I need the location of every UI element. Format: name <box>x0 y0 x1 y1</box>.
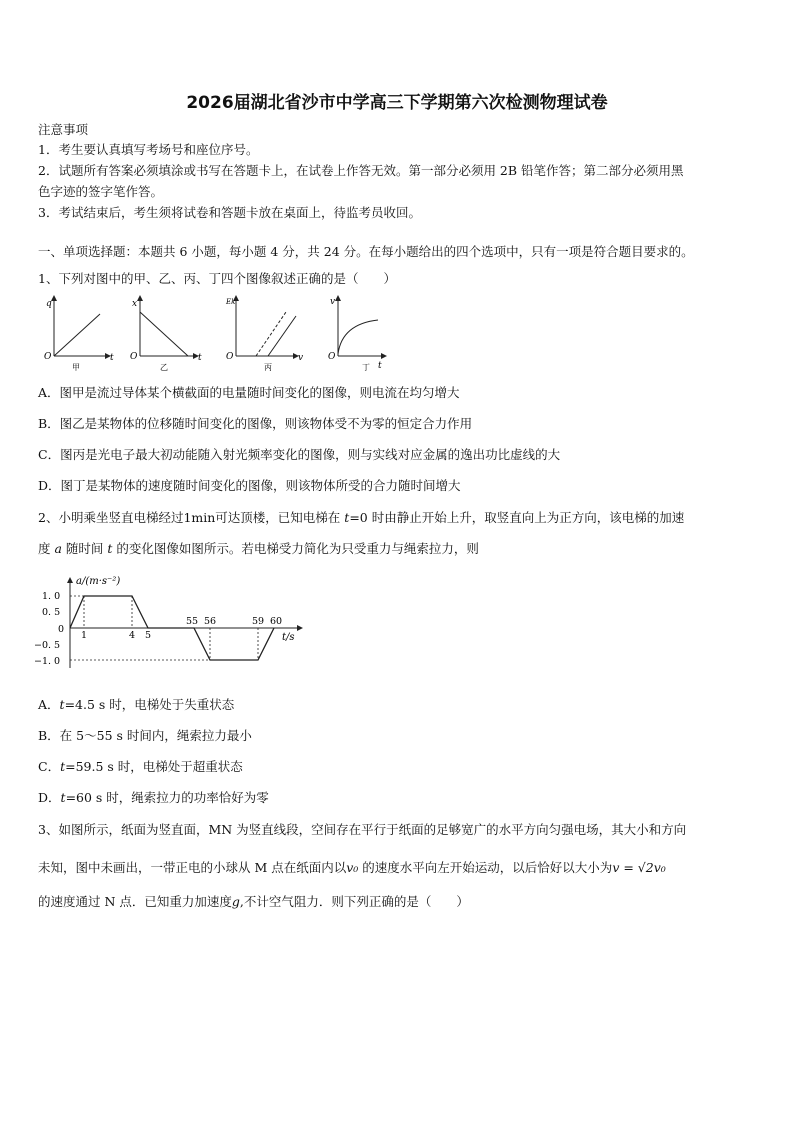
x-tick: 55 <box>186 616 199 627</box>
text-span: 度 <box>38 541 55 556</box>
text-span: C． <box>38 759 61 774</box>
graph-caption: 丁 <box>362 363 370 372</box>
text-span: 2、小明乘坐竖直电梯经过1min可达顶楼，已知电梯在 <box>38 510 345 525</box>
text-span: t <box>344 510 350 525</box>
notice-item: 3．考试结束后，考生须将试卷和答题卡放在桌面上，待监考员收回。 <box>38 205 421 220</box>
graph-axis-label: q <box>46 299 52 309</box>
q1-option-a: A．图甲是流过导体某个横截面的电量随时间变化的图像，则电流在均匀增大 <box>38 385 460 400</box>
text-span: =59.5 s 时，电梯处于超重状态 <box>65 759 243 774</box>
graph-axis-label: t <box>198 353 202 363</box>
graph-axis-label: t <box>378 361 382 371</box>
q1-option-b: B．图乙是某物体的位移随时间变化的图像，则该物体受不为零的恒定合力作用 <box>38 416 473 431</box>
question-3-stem-line1: 3、如图所示，纸面为竖直面，MN 为竖直线段，空间存在平行于纸面的足够宽广的水平方向匀强电场，其大小和方向 <box>38 822 687 837</box>
text-span: 的速度水平向左开始运动，以后恰好以大小为 <box>358 860 613 875</box>
q1-option-c: C．图丙是光电子最大初动能随入射光频率变化的图像，则与实线对应金属的逸出功比虚线的大 <box>38 447 561 462</box>
q2-acceleration-chart <box>30 572 310 672</box>
graph-yi <box>130 296 202 372</box>
graph-axis-label: t <box>110 353 114 363</box>
text-span: =0 时由静止开始上升，取竖直向上为正方向，该电梯的加速 <box>349 510 685 525</box>
graph-origin: O <box>44 352 52 362</box>
graph-caption: 甲 <box>72 363 80 372</box>
question-2-stem-line2 <box>38 541 479 557</box>
x-tick: 4 <box>129 630 136 641</box>
y-tick: 0 <box>58 624 65 635</box>
graph-jia <box>44 296 114 372</box>
notice-item: 色字迹的签字笔作答。 <box>38 184 164 199</box>
y-tick: −1. 0 <box>34 656 61 667</box>
notice-item: 1．考生要认真填写考场号和座位序号。 <box>38 142 259 157</box>
text-span: 随时间 <box>61 541 108 556</box>
q2-option-a <box>38 697 234 713</box>
y-tick: −0. 5 <box>34 640 61 651</box>
graph-caption: 丙 <box>264 363 272 372</box>
q1-graphs <box>38 292 388 374</box>
x-axis-label: t/s <box>282 632 295 643</box>
q2-option-c <box>38 759 243 775</box>
q1-option-d: D．图丁是某物体的速度随时间变化的图像，则该物体所受的合力随时间增大 <box>38 478 461 493</box>
x-tick: 5 <box>145 630 152 641</box>
text-span: 的速度通过 N 点．已知重力加速度 <box>38 894 232 909</box>
page-title: 2026届湖北省沙市中学高三下学期第六次检测物理试卷 <box>186 93 608 113</box>
notice-item: 2．试题所有答案必须填涂或书写在答题卡上，在试卷上作答无效。第一部分必须用 2B 铅笔作答；第二部分必须用黑 <box>38 163 684 178</box>
text-span: =60 s 时，绳索拉力的功率恰好为零 <box>65 790 269 805</box>
q2-option-d <box>38 790 269 806</box>
question-2-stem-line1 <box>38 510 684 526</box>
text-span: D． <box>38 790 61 805</box>
graph-axis-label: Ek <box>226 298 236 306</box>
notice-heading: 注意事项 <box>38 122 89 137</box>
y-axis-label: a/(m·s⁻²) <box>76 576 121 587</box>
graph-origin: O <box>130 352 138 362</box>
g-symbol: g <box>231 894 240 909</box>
y-tick: 1. 0 <box>42 591 61 602</box>
graph-caption: 乙 <box>160 363 168 372</box>
text-span: B．在 5～55 s 时间内，绳索拉力最小 <box>38 728 252 743</box>
text-span: a <box>54 541 62 556</box>
section-heading: 一、单项选择题：本题共 6 小题，每小题 4 分，共 24 分。在每小题给出的四个选项中，只有一项是符合题目要求的。 <box>38 244 694 259</box>
x-tick: 59 <box>252 616 265 627</box>
q2-option-b <box>38 728 252 744</box>
velocity-formula: v = √2v₀ <box>612 860 666 875</box>
y-tick: 0. 5 <box>42 607 61 618</box>
text-span: 未知，图中未画出，一带正电的小球从 M 点在纸面内以 <box>38 860 347 875</box>
graph-origin: O <box>226 352 234 362</box>
question-1-stem: 1、下列对图中的甲、乙、丙、丁四个图像叙述正确的是（ ） <box>38 271 396 286</box>
text-span: ,不计空气阻力．则下列正确的是（ ） <box>239 894 469 909</box>
v0-symbol: v₀ <box>346 860 359 875</box>
text-span: 的变化图像如图所示。若电梯受力简化为只受重力与绳索拉力，则 <box>112 541 479 556</box>
text-span: t <box>60 759 66 774</box>
x-tick: 1 <box>81 630 88 641</box>
text-span: =4.5 s 时，电梯处于失重状态 <box>64 697 235 712</box>
graph-axis-label: v <box>298 353 304 363</box>
text-span: t <box>107 541 113 556</box>
x-tick: 56 <box>204 616 217 627</box>
text-span: t <box>59 697 65 712</box>
graph-axis-label: v <box>330 297 336 307</box>
question-3-stem-line2 <box>38 860 666 876</box>
graph-ding <box>328 296 386 372</box>
text-span: t <box>60 790 66 805</box>
graph-origin: O <box>328 352 336 362</box>
question-3-stem-line3 <box>38 894 469 910</box>
graph-axis-label: x <box>132 299 138 309</box>
graph-bing <box>225 296 303 372</box>
x-tick: 60 <box>270 616 283 627</box>
text-span: A． <box>38 697 60 712</box>
